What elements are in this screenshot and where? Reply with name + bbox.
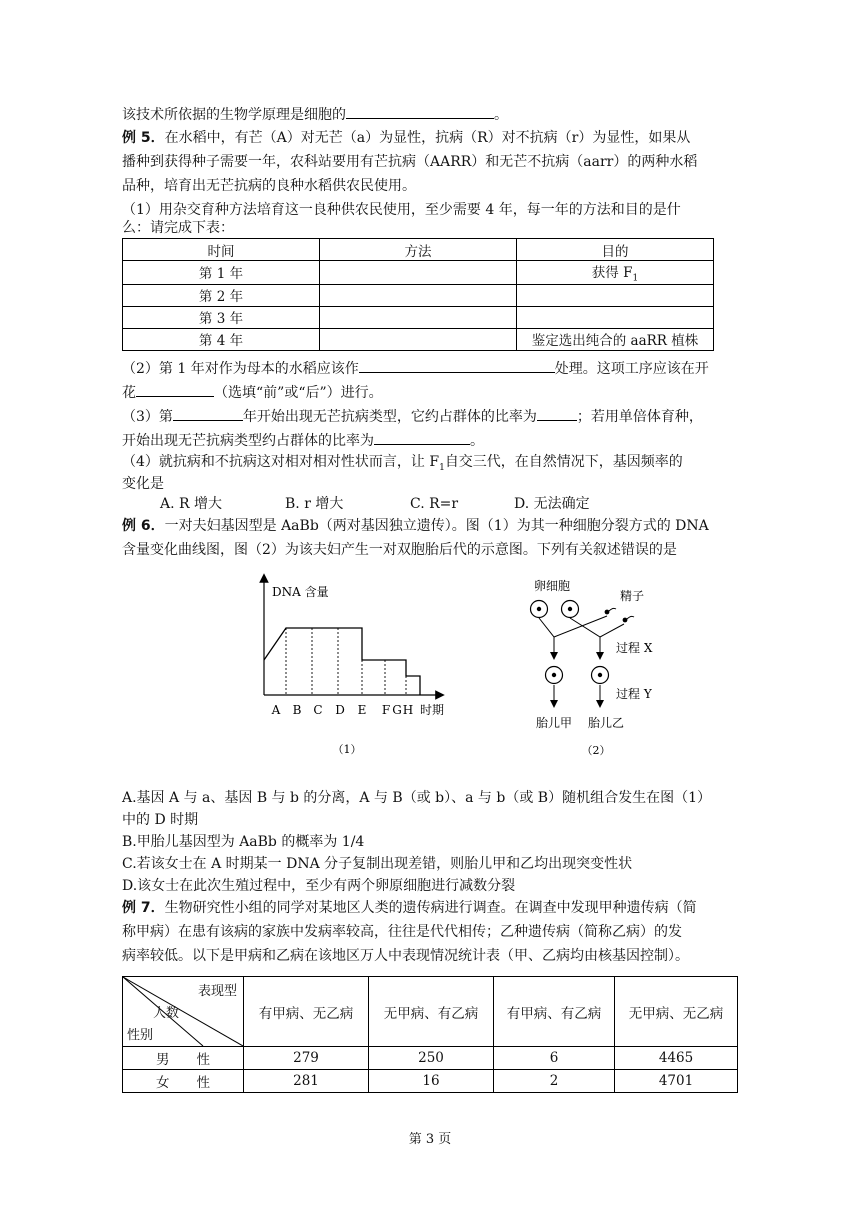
table-header-row [123,239,714,261]
ex5-para-2: 播种到获得种子需要一年，农科站要用有芒抗病（AARR）和无芒不抗病（aarr）的两种水稻 [122,154,698,170]
process-x-label: 过程 X [616,641,653,655]
egg-label: 卵细胞 [534,579,571,593]
table-row [123,306,714,328]
answer-blank[interactable] [374,430,470,445]
zygote-icon [546,667,563,684]
row-goal-blank[interactable] [517,306,714,328]
value-cell: 16 [369,1070,494,1093]
tick-label: D [335,703,345,717]
value-cell: 2 [494,1070,615,1093]
ex6-para-1: 例 6．一对夫妇基因型是 AaBb（两对基因独立遗传）。图（1）为其一种细胞分裂方式的 DNA [122,518,709,534]
ex5-q2-line2: 花 （选填“前”或“后”）进行。 [122,382,383,403]
header-cell: 有甲病、有乙病 [494,977,615,1047]
table-row [123,328,714,350]
egg-cell-icon [562,601,579,618]
zygote-icon [592,667,609,684]
row-method-blank[interactable] [320,328,517,350]
sperm-label: 精子 [620,589,645,603]
row-time: 第 2 年 [123,284,320,306]
tick-label: F [381,703,391,717]
ex6-option-a-line2: 中的 D 时期 [122,812,199,828]
dna-curve [264,628,420,695]
value-cell: 281 [244,1070,369,1093]
header-method: 方法 [320,239,517,261]
answer-blank[interactable] [359,358,555,373]
ex5-q2-line1: （2）第 1 年对作为母本的水稻应该作 处理。这项工序应该在开 [122,358,709,379]
ex5-q4-line2: 变化是 [122,476,164,492]
option-a[interactable]: A. R 增大 [160,496,223,512]
corner-bottom: 性别 [127,1028,154,1043]
row-goal: 获得 $F_1$ [517,261,714,285]
value-cell: 250 [369,1047,494,1070]
ex7-para-2: 称甲病）在患有该病的家族中发病率较高，往往是代代相传；乙种遗传病（简称乙病）的发 [122,924,682,940]
page-number: 第 3 页 [408,1132,452,1147]
option-c[interactable]: C. R=r [410,496,459,512]
ex7-para-1: 例 7．生物研究性小组的同学对某地区人类的遗传病进行调查。在调查中发现甲种遗传病（简 [122,900,697,916]
header-time: 时间 [123,239,320,261]
x-axis-label: 时期 [419,703,445,717]
process-y-label: 过程 Y [616,687,652,701]
table-row [123,284,714,306]
row-method-blank[interactable] [320,306,517,328]
option-d[interactable]: D. 无法确定 [514,496,590,512]
table-header-row [123,977,738,1047]
header-cell: 无甲病、有乙病 [369,977,494,1047]
ex5-q4-line1: （4）就抗病和不抗病这对相对相对性状而言，让 $F_1$自交三代，在自然情况下，基因频率的 [122,454,683,473]
fusion-lines [539,616,624,656]
tick-label: A [271,703,281,717]
answer-blank[interactable] [537,406,577,421]
row-method-blank[interactable] [320,284,517,306]
table-row [123,1047,738,1070]
fetus-a-label: 胎儿甲 [535,716,573,730]
tick-label: E [357,703,367,717]
header-goal: 目的 [517,239,714,261]
tick-label: C [313,703,323,717]
answer-blank[interactable] [136,382,214,397]
value-cell: 4701 [615,1070,738,1093]
intro-line: 该技术所依据的生物学原理是细胞的 。 [122,104,508,125]
row-time: 第 1 年 [123,261,320,285]
tick-label: G [392,703,402,717]
sperm-icon [605,608,616,614]
y-axis-label: DNA 含量 [272,585,329,599]
breeding-table [122,238,714,351]
twin-diagram [520,576,680,762]
value-cell: 4465 [615,1047,738,1070]
ex6-option-c[interactable]: C.若该女士在 A 时期某一 DNA 分子复制出现差错，则胎儿甲和乙均出现突变性状 [122,856,633,872]
corner-cell [123,977,244,1047]
tick-label: B [292,703,302,717]
option-b[interactable]: B. r 增大 [285,496,344,512]
ex5-para-3: 品种，培育出无芒抗病的良种水稻供农民使用。 [122,178,416,194]
ex6-option-d[interactable]: D.该女士在此次生殖过程中，至少有两个卵原细胞进行减数分裂 [122,878,516,894]
ex6-para-2: 含量变化曲线图，图（2）为该夫妇产生一对双胞胎后代的示意图。下列有关叙述错误的是 [122,542,677,558]
row-goal: 鉴定选出纯合的 aaRR 植株 [517,328,714,350]
period-dividers [286,628,420,695]
ex5-q1-line2: 么：请完成下表： [122,220,234,236]
table-row [123,261,714,285]
tick-label: H [402,703,414,717]
figure-caption: （1） [332,743,362,756]
answer-blank[interactable] [346,104,494,119]
ex5-q1-line1: （1）用杂交育种方法培育这一良种供农民使用，至少需要 4 年，每一年的方法和目的是什 [122,202,681,218]
corner-mid: 人数 [153,1006,180,1021]
ex5-q3-line2: 开始出现无芒抗病类型约占群体的比率为 。 [122,430,484,451]
answer-blank[interactable] [173,406,243,421]
ex5-q3-line1: （3）第 年开始出现无芒抗病类型，它约占群体的比率为 ；若用单倍体育种， [122,406,703,427]
ex6-option-a-line1[interactable]: A.基因 A 与 a、基因 B 与 b 的分离，A 与 B（或 b）、a 与 b（或 B）随机组合发生在图（1） [122,790,711,806]
figure-caption: （2） [581,744,611,757]
sperm-icon [623,616,634,622]
disease-stats-table [122,976,738,1093]
header-cell: 有甲病、无乙病 [244,977,369,1047]
header-cell: 无甲病、无乙病 [615,977,738,1047]
ex6-option-b[interactable]: B.甲胎儿基因型为 AaBb 的概率为 1/4 [122,834,365,850]
egg-cell-icon [531,601,548,618]
value-cell: 6 [494,1047,615,1070]
corner-top: 表现型 [197,984,237,999]
ex7-para-3: 病率较低。以下是甲病和乙病在该地区万人中表现情况统计表（甲、乙病均由核基因控制）。 [122,948,689,964]
sex-cell: 男 性 [123,1047,244,1070]
fetus-b-label: 胎儿乙 [587,716,625,730]
row-time: 第 3 年 [123,306,320,328]
sex-cell: 女 性 [123,1070,244,1093]
ex5-para-1: 例 5．在水稻中，有芒（A）对无芒（a）为显性，抗病（R）对不抗病（r）为显性，如果从 [122,130,691,146]
row-time: 第 4 年 [123,328,320,350]
dna-content-graph [240,572,470,762]
table-row [123,1070,738,1093]
row-goal-blank[interactable] [517,284,714,306]
row-method-blank[interactable] [320,261,517,285]
value-cell: 279 [244,1047,369,1070]
